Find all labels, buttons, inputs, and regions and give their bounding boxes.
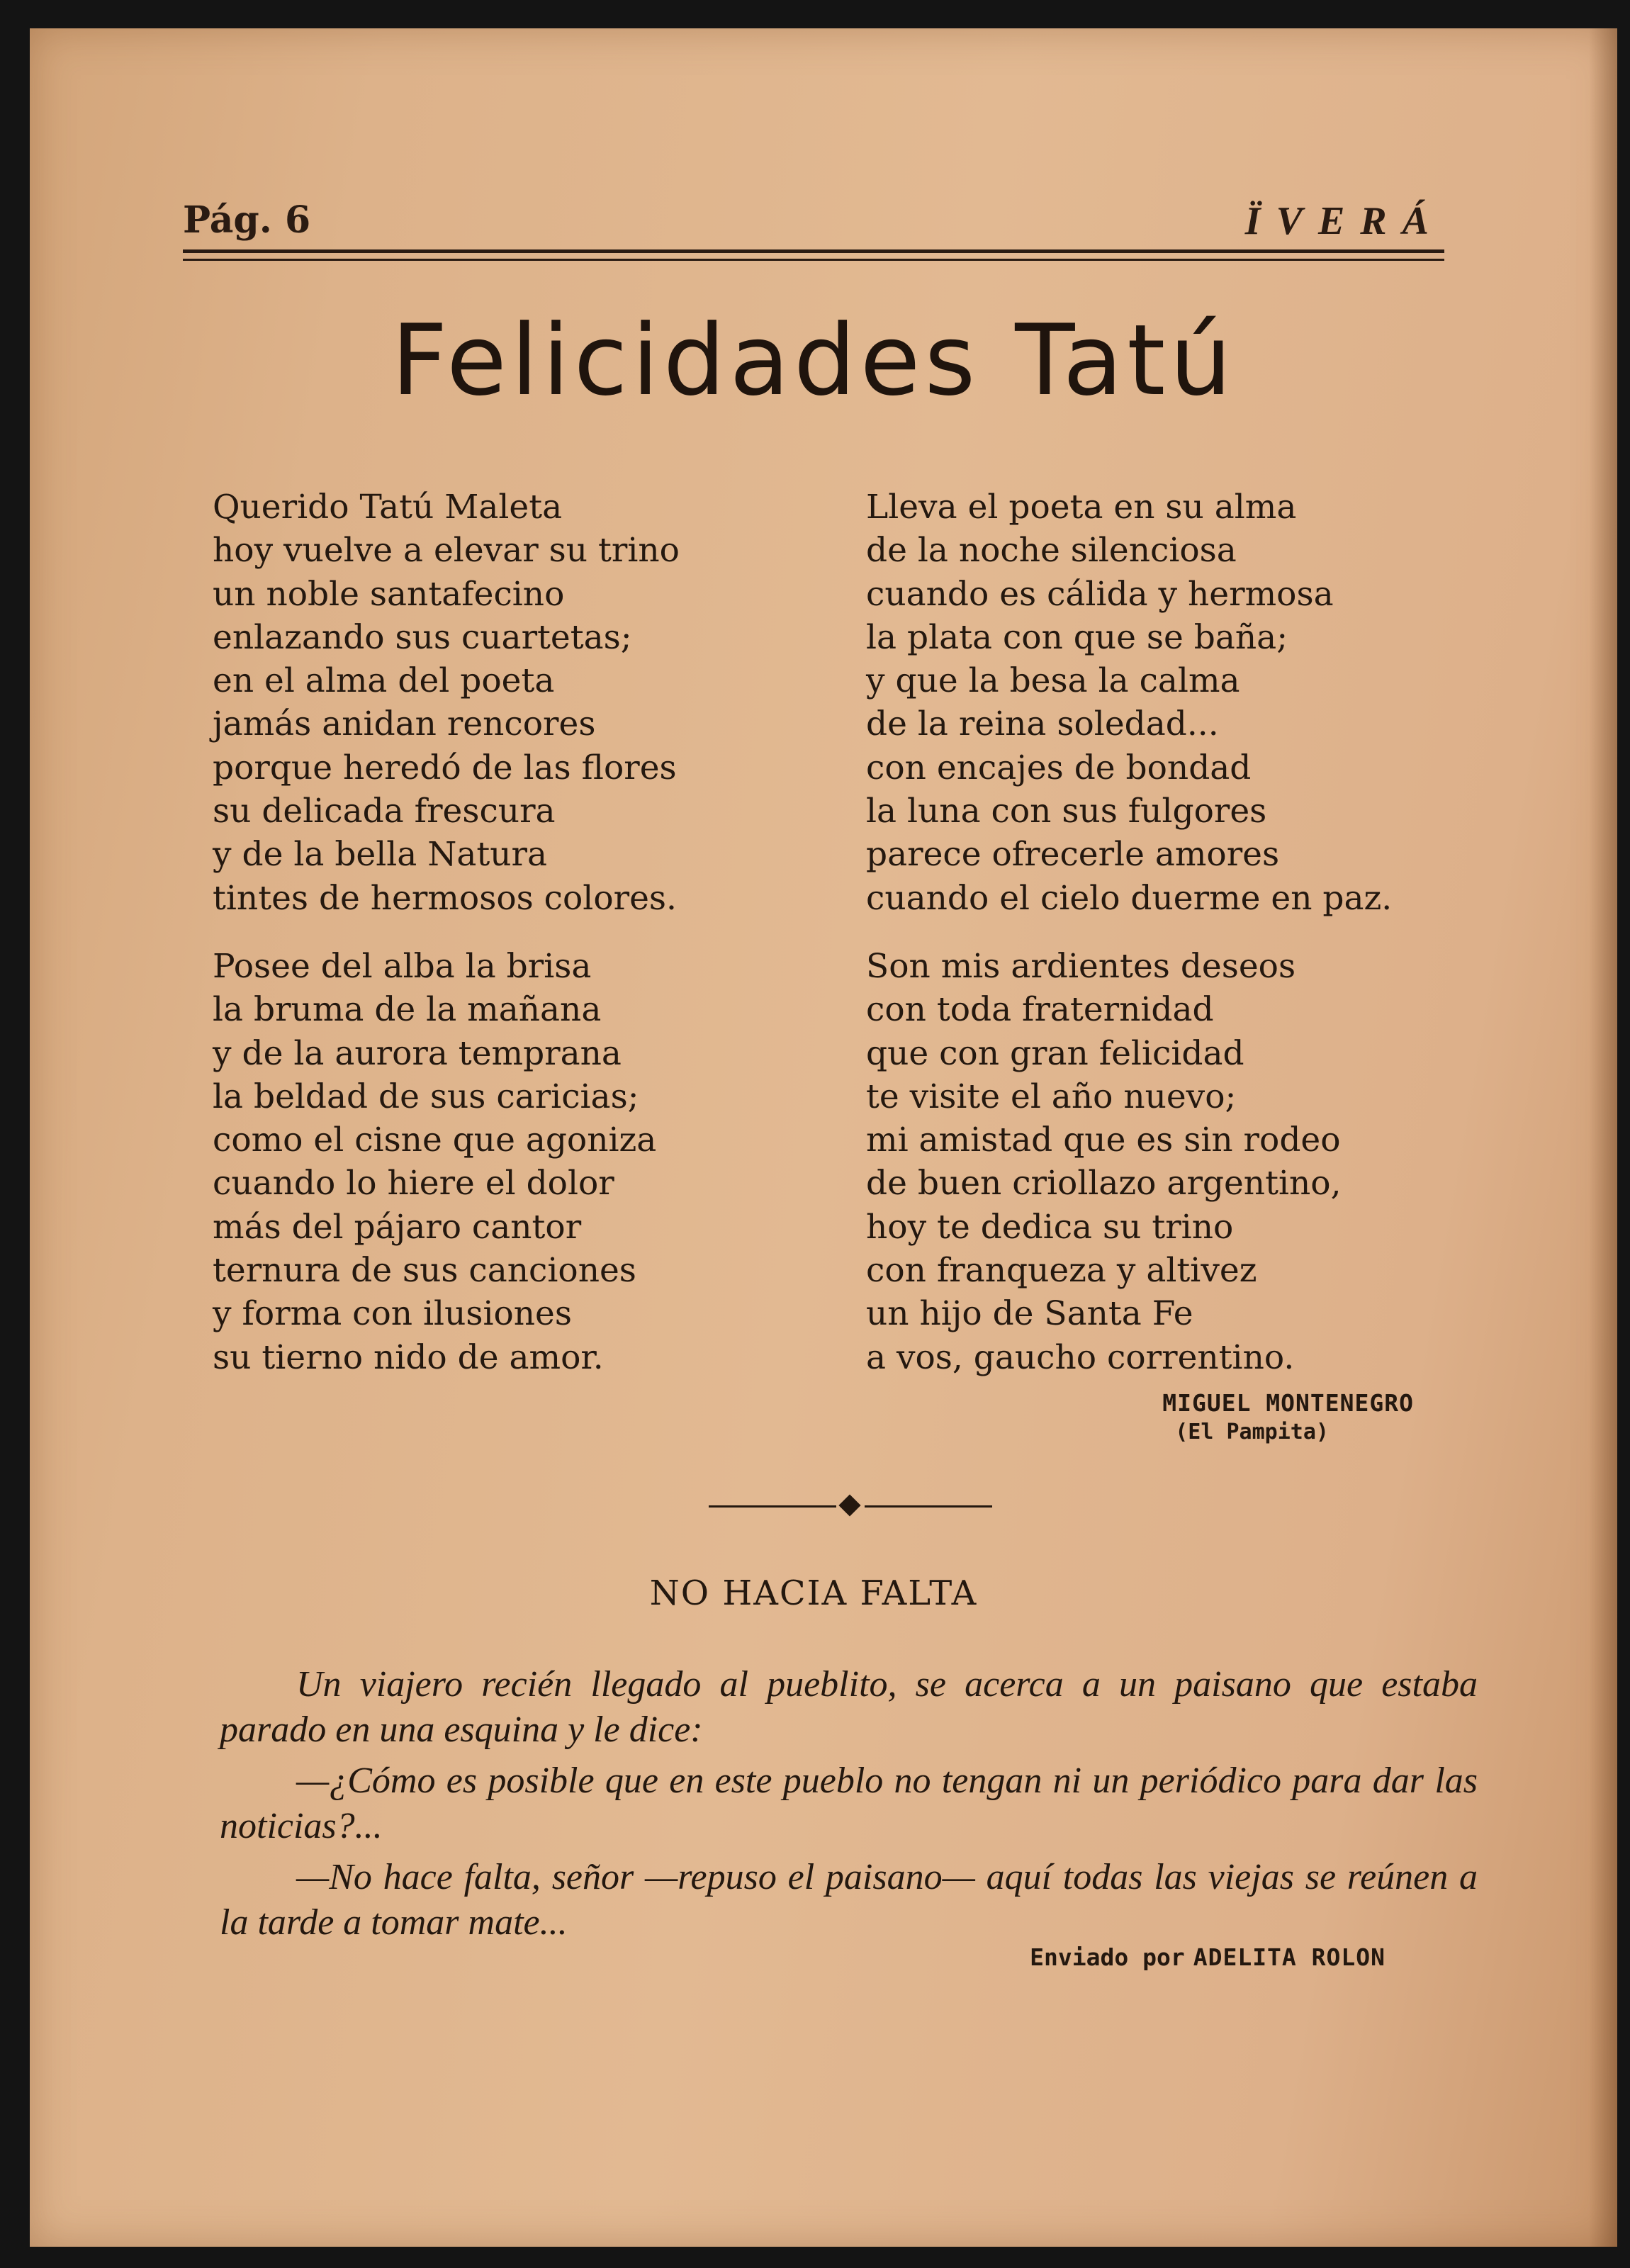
anecdote-paragraph: Un viajero recién llegado al pueblito, se acerca a un paisano que estaba parado en una esquina y le dice:: [220, 1664, 1478, 1750]
verse-line: de la noche silenciosa: [866, 531, 1237, 571]
verse-line: con encajes de bondad: [866, 748, 1252, 787]
verse-line: ternura de sus canciones: [213, 1251, 636, 1291]
stanza: [866, 945, 1447, 1379]
verse-line: y de la aurora temprana: [213, 1033, 622, 1073]
verse-line: como el cisne que agoniza: [213, 1121, 657, 1160]
verse-line: y forma con ilusiones: [213, 1294, 572, 1334]
stanza: [866, 485, 1447, 920]
section-divider-ornament: [709, 1494, 992, 1518]
verse-line: de la reina soledad...: [866, 704, 1219, 744]
verse-line: que con gran felicidad: [866, 1033, 1244, 1073]
header-rule-thick: [183, 249, 1444, 253]
verse-line: te visite el año nuevo;: [866, 1077, 1237, 1116]
divider-line-left: [709, 1505, 836, 1508]
anecdote-paragraph: —¿Cómo es posible que en este pueblo no tengan ni un periódico para dar las noticias?...: [220, 1761, 1478, 1846]
verse-line: su delicada frescura: [213, 792, 556, 831]
page-edge-shadow: [1589, 28, 1617, 2247]
page-header: [183, 177, 1444, 241]
verse-line: jamás anidan rencores: [213, 704, 596, 744]
verse-line: hoy te dedica su trino: [866, 1207, 1234, 1247]
anecdote-title: NO HACIA FALTA: [649, 1573, 978, 1613]
poem-author: MIGUEL MONTENEGRO: [1162, 1389, 1414, 1417]
page-number: Pág. 6: [183, 198, 311, 242]
verse-line: un noble santafecino: [213, 574, 565, 614]
anecdote-body: [220, 1662, 1478, 1951]
anecdote-sender: [1030, 1943, 1386, 1971]
verse-line: más del pájaro cantor: [213, 1207, 582, 1247]
verse-line: hoy vuelve a elevar su trino: [213, 531, 680, 571]
verse-line: Son mis ardientes deseos: [866, 946, 1296, 986]
verse-line: a vos, gaucho correntino.: [866, 1337, 1295, 1377]
header-rule-thin: [183, 259, 1444, 261]
verse-line: la beldad de sus caricias;: [213, 1077, 639, 1116]
verse-line: en el alma del poeta: [213, 661, 555, 701]
sender-name: ADELITA ROLON: [1193, 1943, 1386, 1971]
poem-author-pseudonym: (El Pampita): [1175, 1420, 1329, 1444]
diamond-icon: [838, 1494, 860, 1516]
verse-line: de buen criollazo argentino,: [866, 1164, 1342, 1203]
verse-line: con toda fraternidad: [866, 990, 1214, 1030]
verse-line: cuando el cielo duerme en paz.: [866, 878, 1393, 918]
verse-line: parece ofrecerle amores: [866, 835, 1280, 875]
verse-line: mi amistad que es sin rodeo: [866, 1121, 1341, 1160]
verse-line: un hijo de Santa Fe: [866, 1294, 1193, 1334]
poem-left-column: [213, 485, 794, 1404]
verse-line: la plata con que se baña;: [866, 617, 1288, 657]
stanza: [213, 945, 794, 1379]
verse-line: Posee del alba la brisa: [213, 946, 592, 986]
verse-line: y de la bella Natura: [213, 835, 548, 875]
poem-right-column: [866, 485, 1447, 1404]
poem-signature: [1162, 1389, 1414, 1444]
verse-line: Querido Tatú Maleta: [213, 488, 563, 527]
stanza: [213, 485, 794, 920]
divider-line-right: [865, 1505, 992, 1508]
verse-line: cuando lo hiere el dolor: [213, 1164, 614, 1203]
anecdote-paragraph: —No hace falta, señor —repuso el paisano— aquí todas las viejas se reúnen a la tarde a tomar mate...: [220, 1857, 1478, 1943]
sender-prefix: Enviado por: [1030, 1943, 1185, 1971]
verse-line: su tierno nido de amor.: [213, 1337, 604, 1377]
poem-title: Felicidades Tatú: [391, 303, 1236, 417]
verse-line: porque heredó de las flores: [213, 748, 677, 787]
verse-line: con franqueza y altivez: [866, 1251, 1257, 1291]
verse-line: tintes de hermosos colores.: [213, 878, 677, 918]
verse-line: la luna con sus fulgores: [866, 792, 1267, 831]
verse-line: Lleva el poeta en su alma: [866, 488, 1297, 527]
journal-name: ÏVERÁ: [1244, 199, 1444, 243]
verse-line: enlazando sus cuartetas;: [213, 617, 632, 657]
verse-line: la bruma de la mañana: [213, 990, 602, 1030]
verse-line: cuando es cálida y hermosa: [866, 574, 1334, 614]
verse-line: y que la besa la calma: [866, 661, 1240, 701]
